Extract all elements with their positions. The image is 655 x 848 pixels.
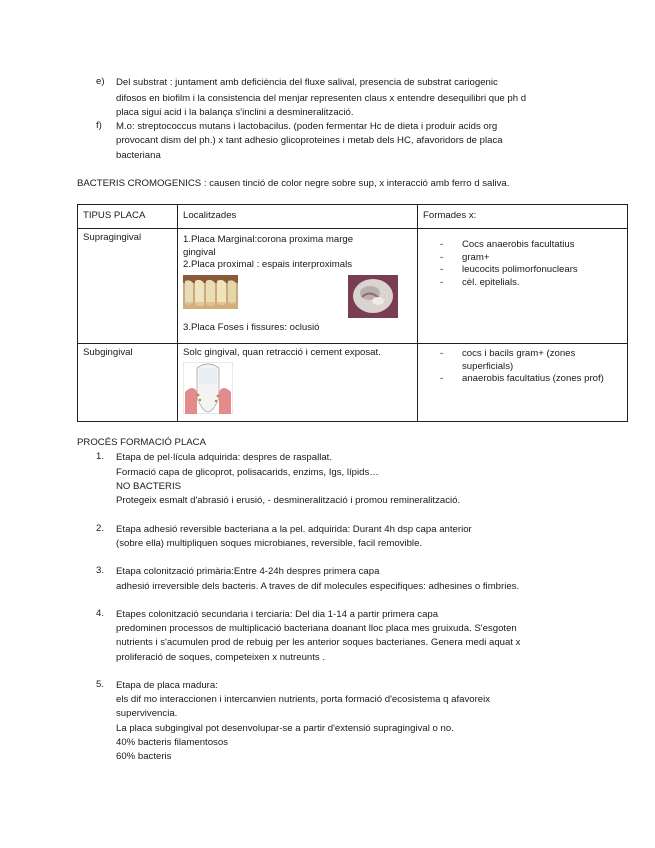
step-line: nutrients i s'acumulen prod de rebuig per les anterior soques bacterianes. Genera medi aquat x xyxy=(116,637,521,648)
formed-item: superficials) xyxy=(462,360,514,372)
step-line: Etapes colonització secundaria i terciaria: Del dia 1-14 a partir primera capa xyxy=(116,609,439,620)
localitzades-cell xyxy=(178,229,418,344)
step-number: 1. xyxy=(96,451,105,462)
step-line: (sobre ella) multipliquen soques microbianes, reversible, facil removible. xyxy=(116,538,423,549)
cell-line: gingival xyxy=(183,246,216,258)
step-line: Etapa colonització primària:Entre 4-24h despres primera capa xyxy=(116,566,380,577)
cell-line: 2.Placa proximal : espais interproximals xyxy=(183,259,353,270)
formades-cell: - - cocs i bacils gram+ (zones superficials) anaerobis facultatius (zones prof) xyxy=(418,344,628,422)
paragraph-line: provocant dism del ph.) x tant adhesio glicoproteines i metab dels HC, afavoridors de placa xyxy=(116,135,503,146)
formed-item: gram+ xyxy=(462,251,490,263)
paragraph-line: bacteriana xyxy=(116,150,161,161)
step-line: Protegeix esmalt d'abrasió i erusió, - desmineralització i promou remineralització. xyxy=(116,495,461,506)
list-marker: f) xyxy=(96,120,102,131)
step-line: Etapa de placa madura: xyxy=(116,680,218,691)
formed-item: leucocits polimorfonuclears xyxy=(462,264,578,275)
step-line: Etapa de pel·lícula adquirida: despres de raspallat. xyxy=(116,452,332,463)
formades-cell: - - - - Cocs anaerobis facultatius gram+ leucocits polimorfonuclears cèl. epitelials. xyxy=(418,229,628,344)
table-header-cell: Formades x: xyxy=(418,205,628,229)
plaque-table xyxy=(77,204,628,422)
cell-line: Solc gingival, quan retracció i cement exposat. xyxy=(183,347,381,358)
occlusal-tooth-image xyxy=(348,275,398,318)
step-line: proliferació de soques, competeixen x nutreunts . xyxy=(116,652,326,663)
table-header-row xyxy=(78,205,628,229)
gingival-tooth-diagram xyxy=(183,362,233,414)
localitzades-cell xyxy=(178,344,418,422)
table-header-cell: TIPUS PLACA xyxy=(78,205,178,229)
table-row xyxy=(78,344,628,422)
placa-type-cell: Supragingival xyxy=(78,229,178,344)
table-header-cell: Localitzades xyxy=(178,205,418,229)
step-line: NO BACTERIS xyxy=(116,481,182,492)
formed-item: anaerobis facultatius (zones prof) xyxy=(462,373,604,384)
cell-line: 1.Placa Marginal:corona proxima marge xyxy=(183,234,354,245)
section-title: PROCÉS FORMACIÓ PLACA xyxy=(77,437,207,448)
step-line: La placa subgingival pot desenvolupar-se a partir d'extensió supragingival o no. xyxy=(116,723,454,734)
placa-type-cell: Subgingival xyxy=(78,344,178,422)
step-line: adhesió irreversible dels bacteris. A traves de dif molecules especifiques: adhesines o fimbries. xyxy=(116,581,520,592)
step-number: 5. xyxy=(96,679,105,690)
step-number: 2. xyxy=(96,523,105,534)
step-line: predominen processos de multiplicació bacteriana doanant lloc placa mes gruixuda. S'esgoten xyxy=(116,623,517,634)
step-line: 40% bacteris filamentosos xyxy=(116,737,228,748)
formed-item: cèl. epitelials. xyxy=(462,276,520,288)
paragraph-line: M.o: streptococcus mutans i lactobacilus. (poden fermentar Hc de dieta i produir acids org xyxy=(116,121,498,132)
formed-item: Cocs anaerobis facultatius xyxy=(462,239,575,250)
paragraph-line: placa sigui acid i la balança s'inclini a desmineralització. xyxy=(116,107,354,118)
bacteris-cromogenics-paragraph: BACTERIS CROMOGENICS : causen tinció de color negre sobre sup, x interacció amb ferro d saliva. xyxy=(77,178,510,189)
step-line: Formació capa de glicoprot, polisacarids, enzims, Igs, lípids… xyxy=(116,467,379,478)
table-row xyxy=(78,229,628,344)
step-line: 60% bacteris xyxy=(116,751,172,762)
paragraph-line: difosos en biofilm i la consistencia del menjar representen claus x entendre desequilibri que ph d xyxy=(116,93,527,104)
step-number: 3. xyxy=(96,565,105,576)
teeth-marginal-image xyxy=(183,275,238,309)
list-marker: e) xyxy=(96,76,105,87)
formed-item: cocs i bacils gram+ (zones xyxy=(462,348,576,359)
step-line: els dif mo interaccionen i intercanvien nutrients, porta formació d'ecosistema q afavoreix xyxy=(116,694,491,705)
step-line: Etapa adhesió reversible bacteriana a la pel. adquirida: Durant 4h dsp capa anterior xyxy=(116,524,472,535)
paragraph-line: Del substrat : juntament amb deficiència del fluxe salival, presencia de substrat cariogenic xyxy=(116,77,498,88)
cell-line: 3.Placa Foses i fissures: oclusió xyxy=(183,322,320,333)
step-number: 4. xyxy=(96,608,105,619)
step-line: supervivencia. xyxy=(116,708,178,719)
